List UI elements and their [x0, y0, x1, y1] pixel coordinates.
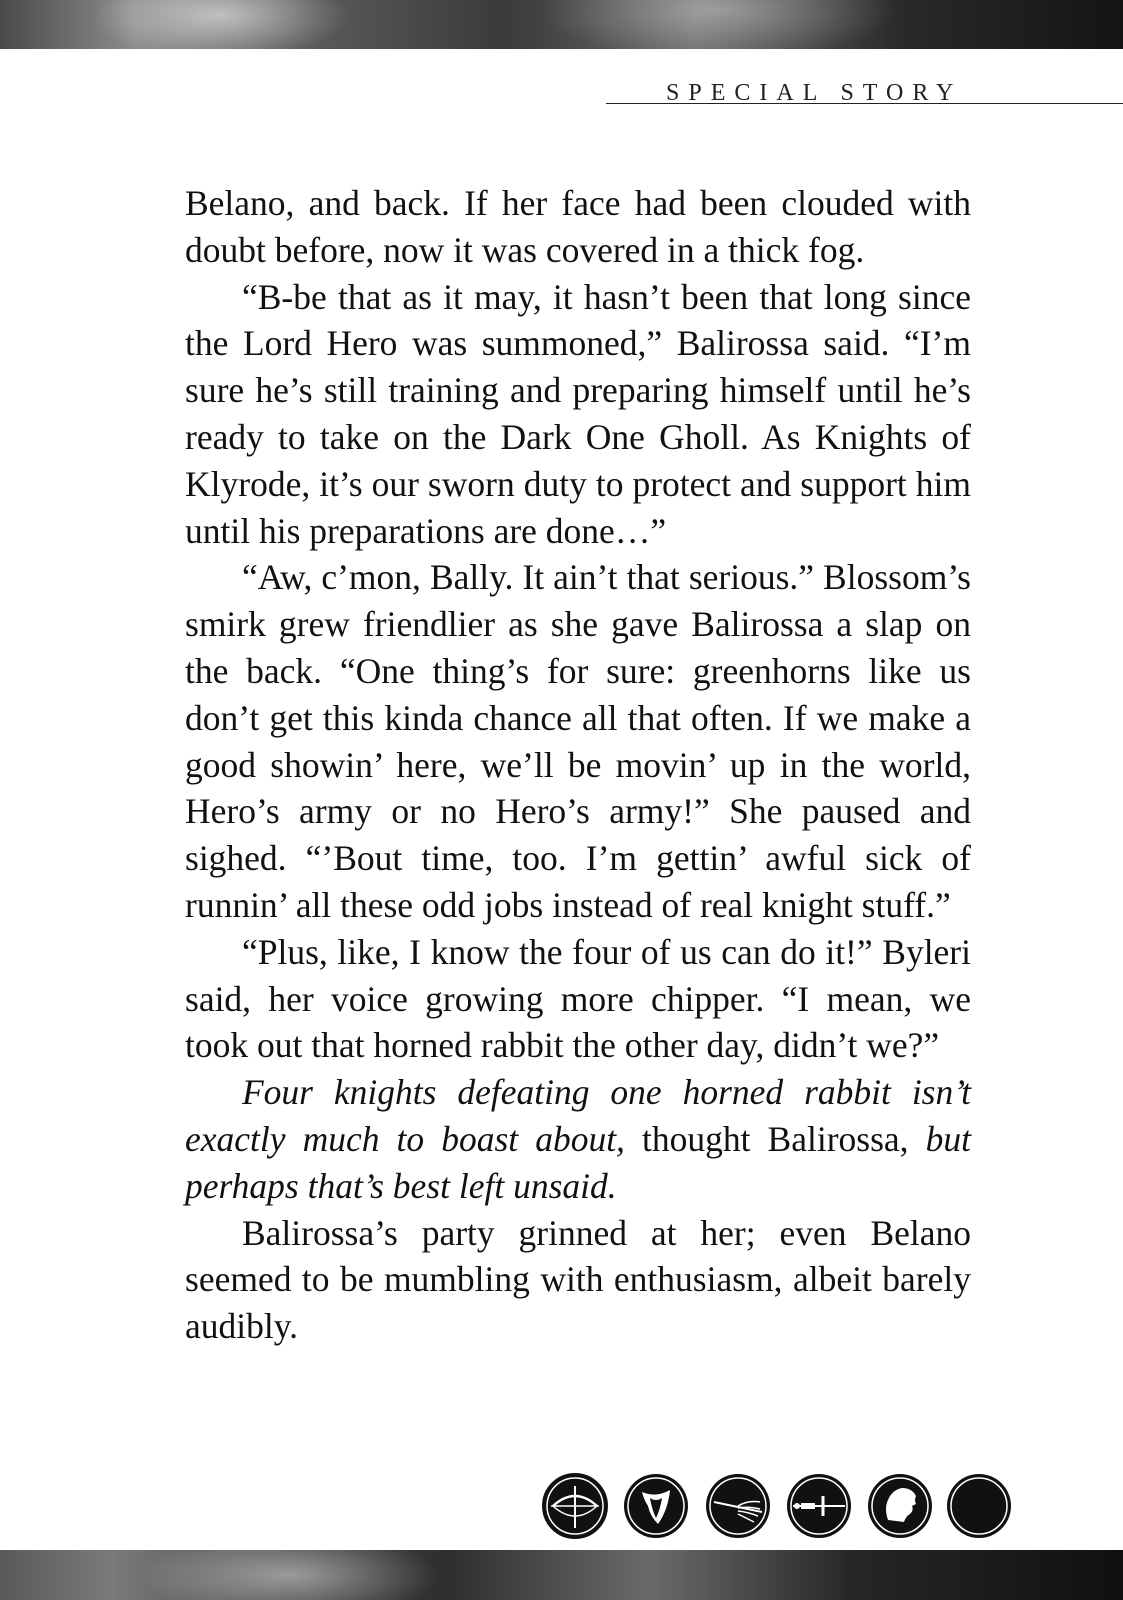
emblem-row: [541, 1472, 1013, 1540]
story-paragraph: [185, 929, 971, 1069]
text-run: thought Balirossa,: [624, 1118, 926, 1159]
italic-run: but perhaps that’s best left unsaid.: [185, 1118, 971, 1206]
bottom-band-highlight: [140, 1550, 440, 1600]
running-header: [606, 78, 1123, 108]
text-run: Belano, and back. If her face had been clouded with doubt before, now it was covered in a thick fog.: [185, 183, 971, 270]
text-run: “Plus, like, I know the four of us can do it!” Byleri said, her voice growing more chipper. “I mean, we took out that horned rabbit the other day, didn’t we?”: [185, 931, 971, 1066]
blank-emblem-icon: [945, 1472, 1013, 1540]
header-rule: [606, 103, 1123, 104]
bow-emblem-icon: [541, 1472, 609, 1540]
text-run: “B-be that as it may, it hasn’t been that long since the Lord Hero was summoned,” Balirossa said. “I’m sure he’s still training and preparing himself until he’s ready to take on the Dark One Gholl. As Knights of Klyrode, it’s our sworn duty to protect and support him until his preparations are done…”: [185, 276, 971, 551]
story-paragraph: [185, 1069, 971, 1209]
story-paragraph: [185, 554, 971, 928]
flag-emblem-icon: [704, 1472, 772, 1540]
italic-run: Four knights defeating one horned rabbit isn’t exactly much to boast about,: [185, 1072, 971, 1159]
story-paragraph: [185, 180, 971, 274]
sword-emblem-icon: [785, 1472, 853, 1540]
text-run: Balirossa’s party grinned at her; even Belano seemed to be mumbling with enthusiasm, albeit barely audibly.: [185, 1212, 971, 1347]
story-paragraph: [185, 1210, 971, 1350]
text-run: “Aw, c’mon, Bally. It ain’t that serious.” Blossom’s smirk grew friendlier as she gave Balirossa a slap on the back. “One thing’s for sure: greenhorns like us don’t get this kinda chance all that often. If we make a good showin’ here, we’ll be movin’ up in the world, Hero’s army or no Hero’s army!” She paused and sighed. “’Bout time, too. I’m gettin’ awful sick of runnin’ all these odd jobs instead of real knight stuff.”: [185, 557, 971, 925]
section-label: SPECIAL STORY: [666, 80, 963, 106]
top-decorative-band: [0, 0, 1123, 49]
profile-emblem-icon: [866, 1472, 934, 1540]
top-band-highlight-secondary: [540, 0, 900, 49]
story-text: [185, 180, 971, 1350]
bottom-decorative-band: [0, 1550, 1123, 1600]
story-paragraph: [185, 274, 971, 555]
top-band-highlight: [90, 0, 350, 49]
shield-emblem-icon: [622, 1472, 690, 1540]
